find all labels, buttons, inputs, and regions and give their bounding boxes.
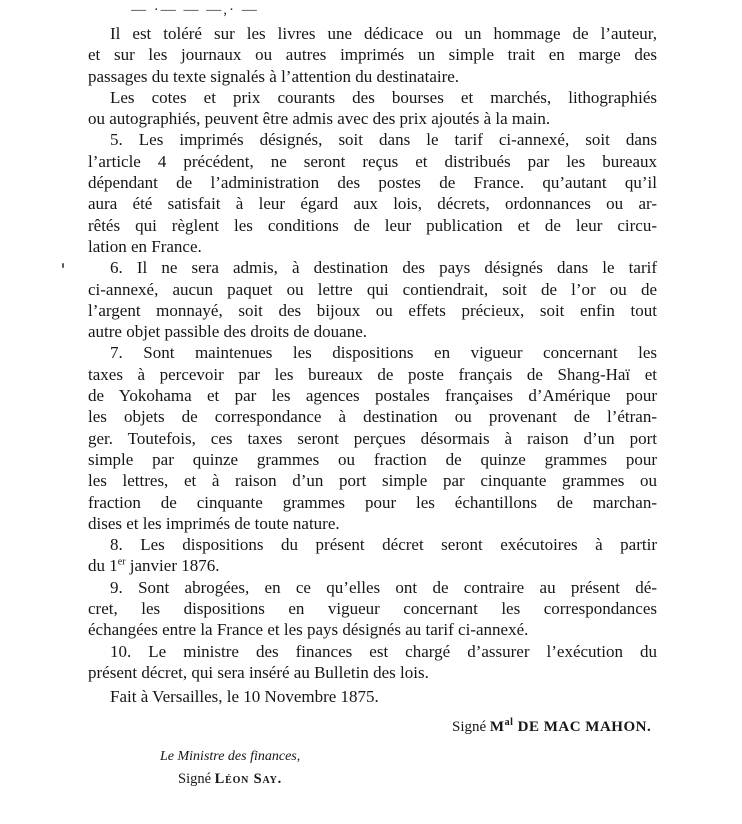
text-line: dépendant de l’administration des postes de France. qu’autant qu’il — [88, 173, 657, 193]
text-line: dises et les imprimés de toute nature. — [88, 513, 340, 533]
ordinal-superscript: er — [117, 556, 126, 568]
text-line: les lettres, et à raison d’un port simple par cinquante grammes ou — [88, 471, 657, 491]
president-signature-name — [489, 716, 652, 735]
text-line: 9. Sont abrogées, en ce qu’elles ont de contraire au présent dé- — [110, 577, 657, 597]
date-line: Fait à Versailles, le 10 Novembre 1875. — [110, 687, 379, 707]
marshal-title-abbrev: M — [489, 718, 505, 735]
president-signature-line — [88, 717, 657, 738]
text-line: Les cotes et prix courants des bourses et marchés, lithographiés — [110, 87, 657, 107]
text-line: les objets de correspondance à destination ou provenant de l’étran- — [88, 407, 657, 427]
text-line: échangées entre la France et les pays désignés au tarif ci-annexé. — [88, 620, 529, 640]
text-line: taxes à percevoir par les bureaux de poste français de Shang-Haï et — [88, 364, 657, 384]
text-line: et sur les journaux ou autres imprimés un simple trait en marge des — [88, 45, 657, 65]
text-line: aura été satisfait à leur égard aux lois, décrets, ordonnances ou ar- — [88, 194, 657, 214]
text-line: du 1er janvier 1876. — [88, 556, 220, 576]
cutoff-previous-line — [131, 2, 259, 17]
text-line: 6. Il ne sera admis, à destination des pays désignés dans le tarif — [110, 258, 657, 278]
text-line: de Yokohama et par les agences postales françaises d’Amérique pour — [88, 386, 657, 406]
marshal-name: DE MAC MAHON. — [517, 718, 652, 735]
scan-artifact-speck — [62, 263, 64, 268]
text-line: 7. Sont maintenues les dispositions en vigueur concernant les — [110, 343, 657, 363]
text-line: passages du texte signalés à l’attention du destinataire. — [88, 66, 460, 86]
text-line: ou autographiés, peuvent être admis avec des prix ajoutés à la main. — [88, 109, 551, 129]
text-line: l’argent monnayé, soit des bijoux ou effets précieux, soit enfin tout — [88, 300, 657, 320]
text-line: 5. Les imprimés désignés, soit dans le tarif ci-annexé, soit dans — [110, 130, 657, 150]
text-line: lation en France. — [88, 236, 202, 256]
decree-body — [88, 23, 657, 790]
text-line: rêtés qui règlent les conditions de leur publication et de leur circu- — [88, 215, 657, 235]
minister-name: Léon Say. — [214, 771, 283, 788]
text-line: présent décret, qui sera inséré au Bulletin des lois. — [88, 662, 429, 682]
text-line: ger. Toutefois, ces taxes seront perçues désormais à raison d’un port — [88, 428, 657, 448]
text-line: ci-annexé, aucun paquet ou lettre qui contiendrait, soit de l’or ou de — [88, 279, 657, 299]
decree-paragraphs — [88, 23, 657, 683]
signature-signed-label: Signé — [452, 718, 487, 735]
text-line: Il est toléré sur les livres une dédicace ou un hommage de l’auteur, — [110, 24, 657, 43]
text-line: 10. Le ministre des finances est chargé d’assurer l’exécution du — [110, 641, 657, 661]
minister-role-line: Le Ministre des finances, — [160, 748, 301, 764]
text-line: simple par quinze grammes ou fraction de quinze grammes pour — [88, 449, 657, 469]
text-line: l’article 4 précédent, ne seront reçus et distribués par les bureaux — [88, 151, 657, 171]
marshal-title-superscript: al — [504, 716, 514, 728]
text-line: fraction de cinquante grammes pour les échantillons de marchan- — [88, 492, 657, 512]
cutoff-fragment-text: — ·— — —,· — — [131, 2, 259, 17]
minister-signed-label: Signé — [178, 771, 212, 788]
minister-signature-line — [88, 769, 657, 790]
text-line: autre objet passible des droits de douane. — [88, 322, 368, 342]
text-line: cret, les dispositions en vigueur concernant les correspondances — [88, 599, 657, 619]
text-line: 8. Les dispositions du présent décret seront exécutoires à partir — [110, 535, 657, 555]
